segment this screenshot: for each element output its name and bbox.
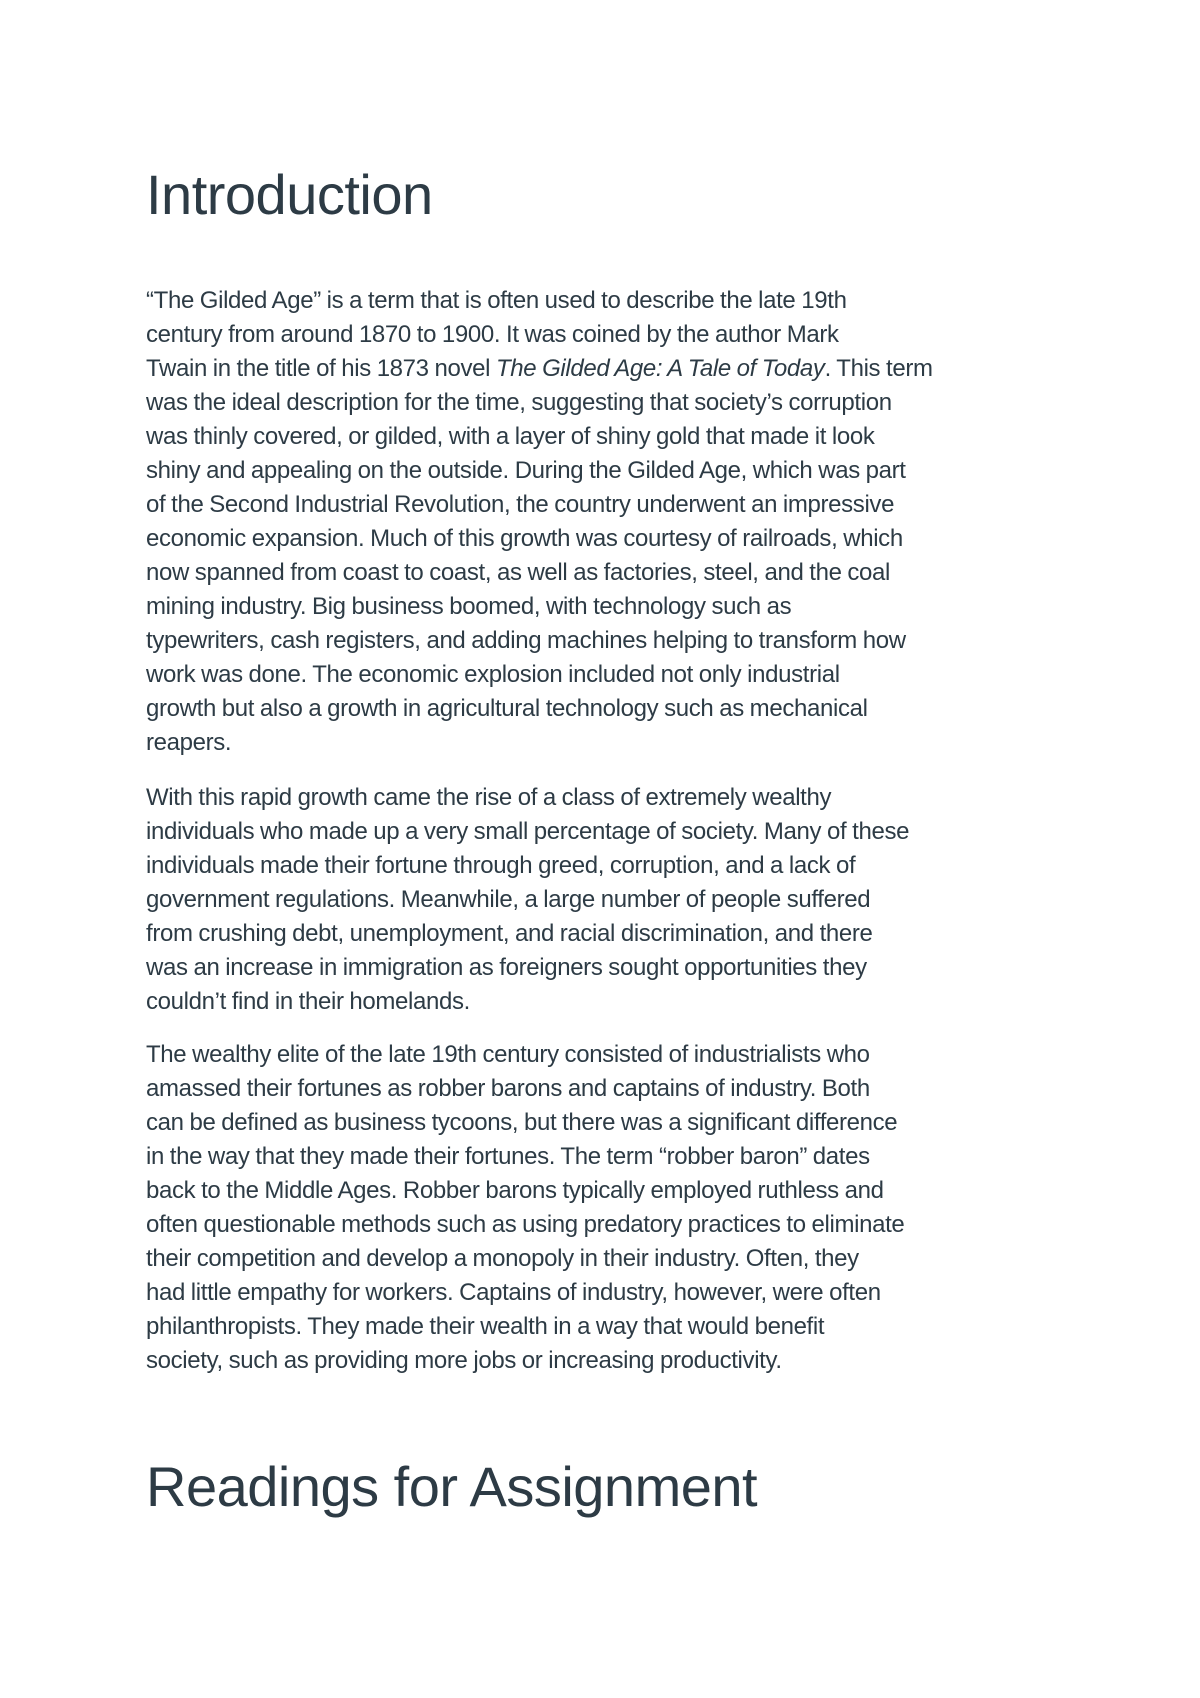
text-line: typewriters, cash registers, and adding machines helping to transform how: [146, 627, 906, 654]
text-line: century from around 1870 to 1900. It was coined by the author Mark: [146, 321, 839, 348]
text-line: was an increase in immigration as foreigners sought opportunities they: [146, 954, 867, 981]
text-line: With this rapid growth came the rise of a class of extremely wealthy: [146, 784, 832, 811]
text-fragment: . This term: [824, 355, 933, 382]
introduction-paragraph-1: [146, 284, 1076, 760]
text-line: often questionable methods such as using predatory practices to eliminate: [146, 1211, 905, 1238]
text-line: reapers.: [146, 729, 232, 756]
text-line: had little empathy for workers. Captains of industry, however, were often: [146, 1279, 881, 1306]
introduction-paragraph-3: [146, 1038, 1076, 1378]
text-line: of the Second Industrial Revolution, the country underwent an impressive: [146, 491, 895, 518]
text-line: work was done. The economic explosion included not only industrial: [146, 661, 840, 688]
text-line: can be defined as business tycoons, but there was a significant difference: [146, 1109, 898, 1136]
text-line: amassed their fortunes as robber barons and captains of industry. Both: [146, 1075, 870, 1102]
readings-heading: Readings for Assignment: [146, 1455, 758, 1518]
text-line: now spanned from coast to coast, as well as factories, steel, and the coal: [146, 559, 891, 586]
text-line: couldn’t find in their homelands.: [146, 988, 470, 1015]
text-line: society, such as providing more jobs or increasing productivity.: [146, 1347, 782, 1374]
introduction-paragraph-2: [146, 781, 1076, 1019]
text-line: philanthropists. They made their wealth in a way that would benefit: [146, 1313, 825, 1340]
text-line: their competition and develop a monopoly in their industry. Often, they: [146, 1245, 859, 1272]
text-line: growth but also a growth in agricultural technology such as mechanical: [146, 695, 868, 722]
text-line: was the ideal description for the time, suggesting that society’s corruption: [146, 389, 892, 416]
text-line: economic expansion. Much of this growth was courtesy of railroads, which: [146, 525, 903, 552]
text-line: mining industry. Big business boomed, with technology such as: [146, 593, 792, 620]
text-line: individuals who made up a very small percentage of society. Many of these: [146, 818, 910, 845]
novel-title: The Gilded Age: A Tale of Today: [495, 355, 825, 382]
text-line: individuals made their fortune through greed, corruption, and a lack of: [146, 852, 856, 879]
text-line: [146, 352, 1076, 386]
text-line: “The Gilded Age” is a term that is often used to describe the late 19th: [146, 287, 847, 314]
text-line: was thinly covered, or gilded, with a layer of shiny gold that made it look: [146, 423, 875, 450]
text-line: from crushing debt, unemployment, and racial discrimination, and there: [146, 920, 873, 947]
text-line: shiny and appealing on the outside. During the Gilded Age, which was part: [146, 457, 906, 484]
text-line: back to the Middle Ages. Robber barons typically employed ruthless and: [146, 1177, 884, 1204]
text-line: government regulations. Meanwhile, a large number of people suffered: [146, 886, 871, 913]
text-line: The wealthy elite of the late 19th century consisted of industrialists who: [146, 1041, 870, 1068]
text-line: in the way that they made their fortunes. The term “robber baron” dates: [146, 1143, 870, 1170]
text-fragment: Twain in the title of his 1873 novel: [146, 355, 496, 382]
introduction-heading: Introduction: [146, 163, 433, 226]
